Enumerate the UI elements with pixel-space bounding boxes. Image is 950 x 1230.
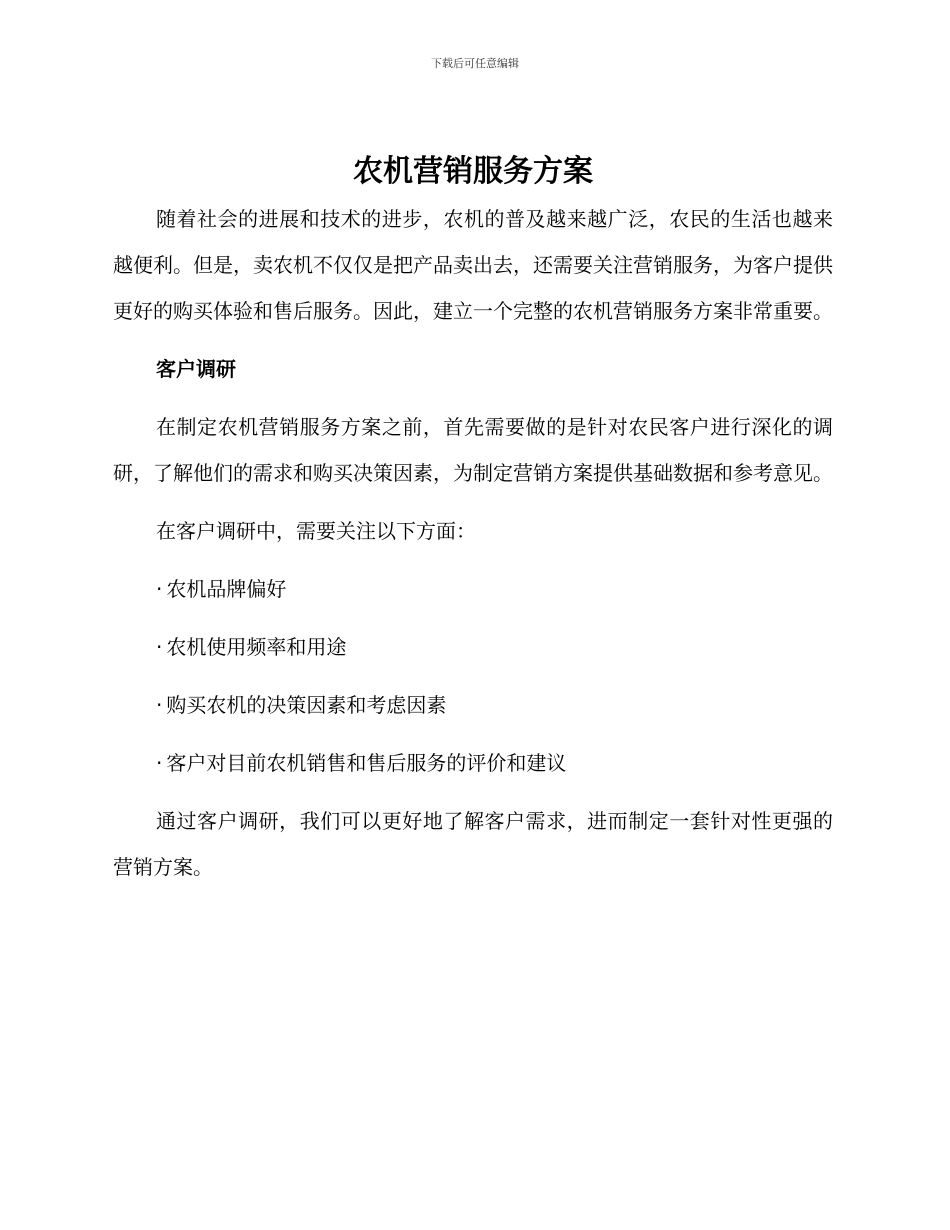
list-item — [113, 682, 833, 728]
list-item — [113, 624, 833, 670]
bullet-icon: · — [156, 751, 163, 775]
section-heading: 客户调研 — [156, 357, 236, 381]
bullet-icon: · — [156, 577, 163, 601]
bullet-list — [113, 566, 833, 786]
document-body — [113, 148, 833, 890]
bullet-icon: · — [156, 635, 163, 659]
intro-paragraph: 随着社会的进展和技术的进步，农机的普及越来越广泛，农民的生活也越来越便利。但是，卖农机不仅仅是把产品卖出去，还需要关注营销服务，为客户提供更好的购买体验和售后服务。因此，建立一个完整的农机营销服务方案非常重要。 — [113, 207, 833, 323]
list-item-text: 农机使用频率和用途 — [166, 635, 347, 659]
conclusion-paragraph: 通过客户调研，我们可以更好地了解客户需求，进而制定一套针对性更强的营销方案。 — [113, 809, 833, 879]
list-item-text: 购买农机的决策因素和考虑因素 — [166, 693, 447, 717]
section-paragraph-1: 在制定农机营销服务方案之前，首先需要做的是针对农民客户进行深化的调研，了解他们的需求和购买决策因素，为制定营销方案提供基础数据和参考意见。 — [113, 415, 833, 485]
list-item-text: 客户对目前农机销售和售后服务的评价和建议 — [166, 751, 567, 775]
list-item — [113, 566, 833, 612]
document-title: 农机营销服务方案 — [353, 154, 593, 189]
header-note: 下载后可任意编辑 — [431, 57, 519, 70]
list-item — [113, 740, 833, 786]
section-paragraph-2: 在客户调研中，需要关注以下方面： — [156, 519, 476, 543]
bullet-icon: · — [156, 693, 163, 717]
list-item-text: 农机品牌偏好 — [166, 577, 287, 601]
